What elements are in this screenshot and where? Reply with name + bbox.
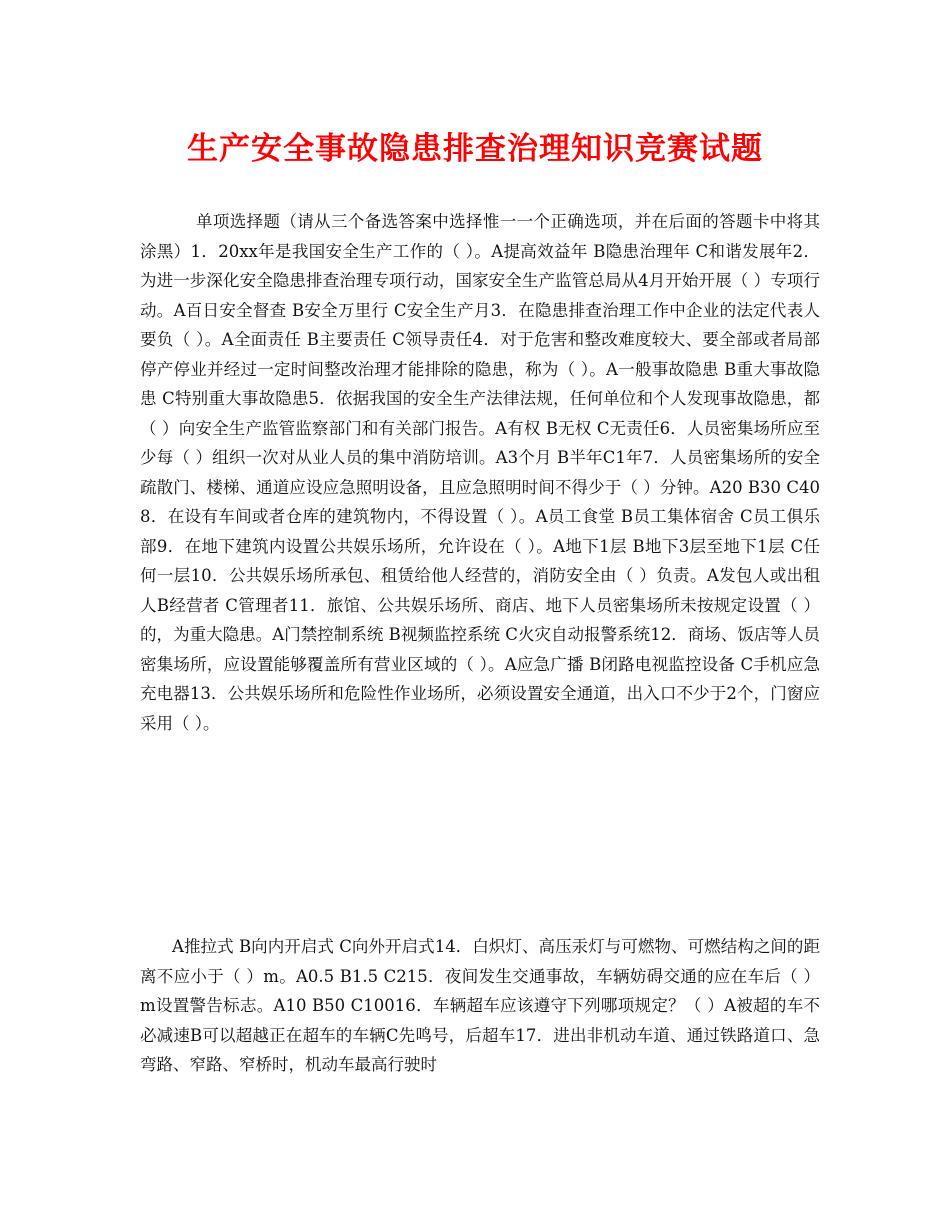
document-title: 生产安全事故隐患排查治理知识竞赛试题 — [187, 131, 763, 167]
question-paragraph-1: 单项选择题（请从三个备选答案中选择惟一一个正确选项，并在后面的答题卡中将其涂黑）1．20xx年是我国安全生产工作的（ ）。A提高效益年 B隐患治理年 C和谐发展年2．为进一步深化安全隐患排查治理专项行动，国家安全生产监管总局从4月开始开展（ ）专项行动。A百日安全督查 B安全万里行 C安全生产月3．在隐患排查治理工作中企业的法定代表人要负（ ）。A全面责任 B主要责任 C领导责任4．对于危害和整改难度较大、要全部或者局部停产停业并经过一定时间整改治理才能排除的隐患，称为（ ）。A一般事故隐患 B重大事故隐患 C特别重大事故隐患5．依据我国的安全生产法律法规，任何单位和个人发现事故隐患，都（ ）向安全生产监管监察部门和有关部门报告。A有权 B无权 C无责任6．人员密集场所应至少每（ ）组织一次对从业人员的集中消防培训。A3个月 B半年C1年7．人员密集场所的安全疏散门、楼梯、通道应设应急照明设备，且应急照明时间不得少于（ ）分钟。A20 B30 C408．在设有车间或者仓库的建筑物内，不得设置（ ）。A员工食堂 B员工集体宿舍 C员工俱乐部9．在地下建筑内设置公共娱乐场所，允许设在（ ）。A地下1层 B地下3层至地下1层 C任何一层10．公共娱乐场所承包、租赁给他人经营的，消防安全由（ ）负责。A发包人或出租人B经营者 C管理者11．旅馆、公共娱乐场所、商店、地下人员密集场所未按规定设置（ ）的，为重大隐患。A门禁控制系统 B视频监控系统 C火灾自动报警系统12．商场、饭店等人员密集场所，应设置能够覆盖所有营业区域的（ ）。A应急广播 B闭路电视监控设备 C手机应急充电器13．公共娱乐场所和危险性作业场所，必须设置安全通道，出入口不少于2个，门窗应采用（ ）。 — [140, 212, 820, 733]
question-paragraph-2: A推拉式 B向内开启式 C向外开启式14．白炽灯、高压汞灯与可燃物、可燃结构之间的距离不应小于（ ）m。A0.5 B1.5 C215．夜间发生交通事故，车辆妨碍交通的应在车后（ ）m设置警告标志。A10 B50 C10016．车辆超车应该遵守下列哪项规定？（ ）A被超的车不必减速B可以超越正在超车的车辆C先鸣号，后超车17．进出非机动车道、通过铁路道口、急弯路、窄路、窄桥时，机动车最高行驶时 — [140, 937, 820, 1074]
